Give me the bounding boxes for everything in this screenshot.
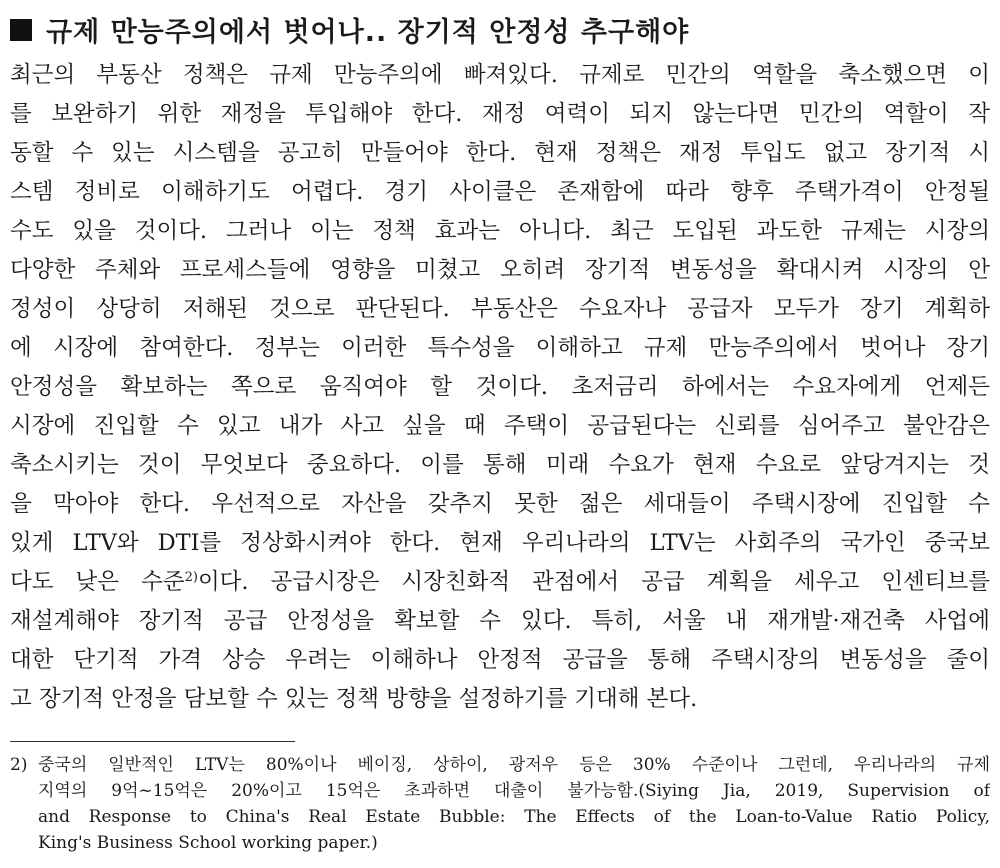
body-line: 재설계해야 장기적 공급 안정성을 확보할 수 있다. 특히, 서울 내 재개발·재건축 사업에 xyxy=(10,608,990,634)
body-line: 안정성을 확보하는 쪽으로 움직여야 할 것이다. 초저금리 하에서는 수요자에게 언제든 xyxy=(10,374,990,400)
body-line: 동할 수 있는 시스템을 공고히 만들어야 한다. 현재 정책은 재정 투입도 없고 장기적 시 xyxy=(10,140,990,166)
body-line: 수도 있을 것이다. 그러나 이는 정책 효과는 아니다. 최근 도입된 과도한 규제는 시장의 xyxy=(10,218,990,244)
body-line: 고 장기적 안정을 담보할 수 있는 정책 방향을 설정하기를 기대해 본다. xyxy=(10,686,698,712)
body-line: 을 막아야 한다. 우선적으로 자산을 갖추지 못한 젊은 세대들이 주택시장에 진입할 수 xyxy=(10,491,990,517)
body-paragraph xyxy=(10,56,990,719)
body-line: 정성이 상당히 저해된 것으로 판단된다. 부동산은 수요자나 공급자 모두가 장기 계획하 xyxy=(10,296,990,322)
footnote-reference: 2) xyxy=(184,570,198,585)
footnote-divider xyxy=(10,741,295,742)
footnote-line xyxy=(10,752,990,778)
body-line: 최근의 부동산 정책은 규제 만능주의에 빠져있다. 규제로 민간의 역할을 축소했으면 이 xyxy=(10,62,990,88)
body-line: 를 보완하기 위한 재정을 투입해야 한다. 재정 여력이 되지 않는다면 민간의 역할이 작 xyxy=(10,101,990,127)
heading-text: 규제 만능주의에서 벗어나.. 장기적 안정성 추구해야 xyxy=(46,16,690,48)
body-line: 대한 단기적 가격 상승 우려는 이해하나 안정적 공급을 통해 주택시장의 변동성을 줄이 xyxy=(10,647,990,673)
section-heading xyxy=(10,10,990,48)
footnote xyxy=(10,752,990,856)
footnote-line: 지역의 9억~15억은 20%이고 15억은 초과하면 대출이 불가능함.(Siying Jia, 2019, Supervision of xyxy=(38,781,990,801)
footnote-line: and Response to China's Real Estate Bubble: The Effects of the Loan-to-Value Ratio Policy, xyxy=(38,807,990,827)
body-line: 축소시키는 것이 무엇보다 중요하다. 이를 통해 미래 수요가 현재 수요로 앞당겨지는 것 xyxy=(10,452,990,478)
body-line-with-footnote-ref xyxy=(10,563,990,602)
body-line: 시장에 진입할 수 있고 내가 사고 싶을 때 주택이 공급된다는 신뢰를 심어주고 불안감은 xyxy=(10,413,990,439)
body-line: 에 시장에 참여한다. 정부는 이러한 특수성을 이해하고 규제 만능주의에서 벗어나 장기 xyxy=(10,335,990,361)
body-line: 있게 LTV와 DTI를 정상화시켜야 한다. 현재 우리나라의 LTV는 사회주의 국가인 중국보 xyxy=(10,530,990,556)
square-bullet-icon xyxy=(10,19,32,41)
body-line: 스템 정비로 이해하기도 어렵다. 경기 사이클은 존재함에 따라 향후 주택가격이 안정될 xyxy=(10,179,990,205)
body-line-part: 다도 낮은 수준 xyxy=(10,569,185,595)
footnote-line-text: 중국의 일반적인 LTV는 80%이나 베이징, 상하이, 광저우 등은 30% 수준이나 그런데, 우리나라의 규제 xyxy=(38,755,990,775)
footnote-line: King's Business School working paper.) xyxy=(38,833,378,853)
footnote-marker: 2) xyxy=(10,755,28,775)
body-line: 다양한 주체와 프로세스들에 영향을 미쳤고 오히려 장기적 변동성을 확대시켜 시장의 안 xyxy=(10,257,990,283)
body-line-part: 이다. 공급시장은 시장친화적 관점에서 공급 계획을 세우고 인센티브를 xyxy=(197,569,990,595)
